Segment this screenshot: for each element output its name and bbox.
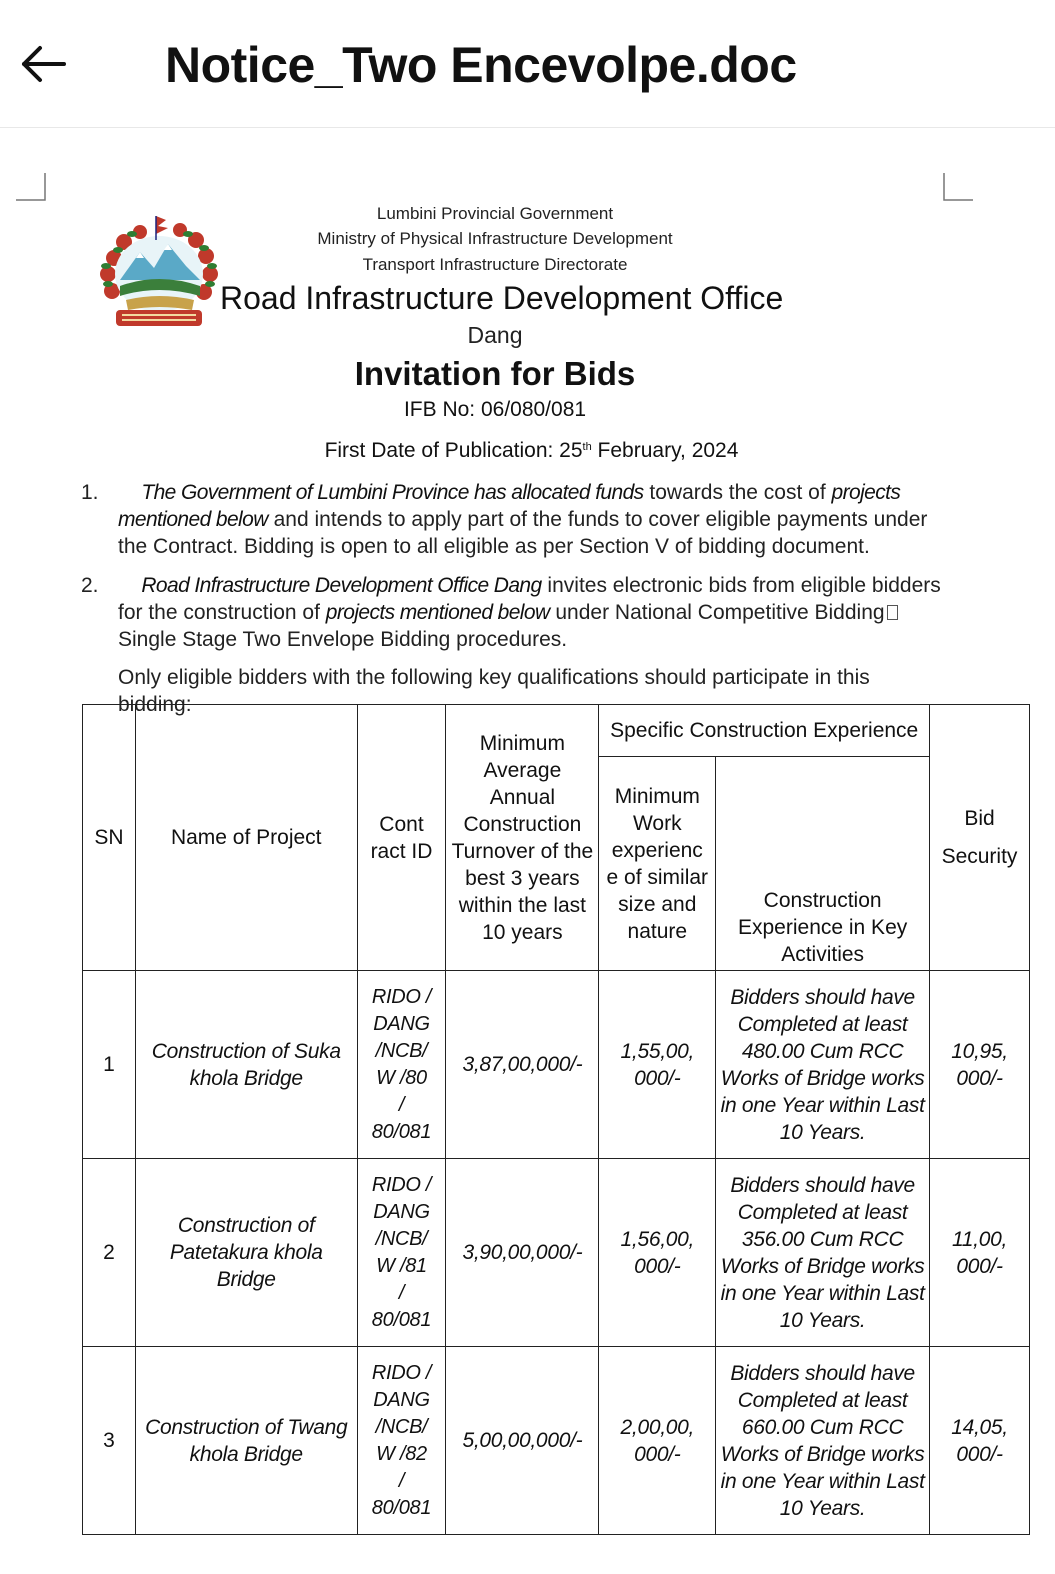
table-row [83,971,1030,1159]
row-bid-security: 14,05, 000/- [930,1347,1030,1535]
header-specific-experience: Specific Construction Experience [599,705,930,757]
row-bid-security: 10,95, 000/- [930,971,1030,1159]
row-turnover: 5,00,00,000/- [446,1347,599,1535]
office-name: Road Infrastructure Development Office [220,280,784,316]
row-key-activity: Bidders should have Completed at least 356.00 Cum RCC Works of Bridge works in one Year within Last 10 Years. [716,1159,930,1347]
ifb-number: IFB No: 06/080/081 [403,398,587,421]
notice-title: Invitation for Bids [354,355,636,392]
ministry-line: Ministry of Physical Infrastructure Development [317,229,673,248]
row-min-work: 2,00,00, 000/- [599,1347,716,1535]
header-key-activities: Construction Experience in Key Activities [716,757,930,971]
header-sn: SN [83,705,136,971]
page-corner-mark-right [943,172,975,202]
row-contract-id: RIDO / DANG /NCB/ W /82 / 80/081 [357,1347,446,1535]
row-contract-id: RIDO / DANG /NCB/ W /81 / 80/081 [357,1159,446,1347]
row-turnover: 3,90,00,000/- [446,1159,599,1347]
arrow-left-icon[interactable] [18,38,70,90]
row-sn: 3 [83,1347,136,1535]
page-corner-mark-left [15,172,47,202]
district-name: Dang [467,322,523,348]
row-turnover: 3,87,00,000/- [446,971,599,1159]
row-project-name: Construction of Patetakura khola Bridge [135,1159,357,1347]
header-min-work-experience: Minimum Work experienc e of similar size and nature [599,757,716,971]
row-contract-id: RIDO / DANG /NCB/ W /80 / 80/081 [357,971,446,1159]
table-row [83,1347,1030,1535]
publication-date: First Date of Publication: 25th February, 2024 [324,439,739,462]
paragraph-3: Only eligible bidders with the following key qualifications should participate in this bidding: [118,666,870,716]
missing-glyph-box [887,605,898,620]
row-key-activity: Bidders should have Completed at least 660.00 Cum RCC Works of Bridge works in one Year within Last 10 Years. [716,1347,930,1535]
provincial-government-line: Lumbini Provincial Government [376,204,614,223]
header-turnover: Minimum Average Annual Construction Turnover of the best 3 years within the last 10 years [446,705,599,971]
header-project-name: Name of Project [135,705,357,971]
header-bid-security: Bid Security [930,705,1030,971]
row-key-activity: Bidders should have Completed at least 480.00 Cum RCC Works of Bridge works in one Year within Last 10 Years. [716,971,930,1159]
row-min-work: 1,55,00, 000/- [599,971,716,1159]
paragraph-2: 2. Road Infrastructure Development Office Dang invites electronic bids from eligible bidders for the construction of projects mentioned below under National Competitive BiddingSingle Stage Two Envelope Bidding procedures. [81,574,941,651]
row-bid-security: 11,00, 000/- [930,1159,1030,1347]
table-row [83,1159,1030,1347]
bids-table [82,704,1030,1535]
row-min-work: 1,56,00, 000/- [599,1159,716,1347]
row-project-name: Construction of Twang khola Bridge [135,1347,357,1535]
row-project-name: Construction of Suka khola Bridge [135,971,357,1159]
row-sn: 2 [83,1159,136,1347]
row-sn: 1 [83,971,136,1159]
document-title: Notice_Two Encevolpe.doc [165,37,797,93]
app-bar [0,0,1055,128]
directorate-line: Transport Infrastructure Directorate [362,255,628,274]
header-contract-id: Cont ract ID [357,705,446,971]
paragraph-1: 1. The Government of Lumbini Province has allocated funds towards the cost of projects mentioned below and intends to apply part of the funds to cover eligible payments under the Contract. Bidding is open to all eligible as per Section V of bidding document. [81,481,928,558]
